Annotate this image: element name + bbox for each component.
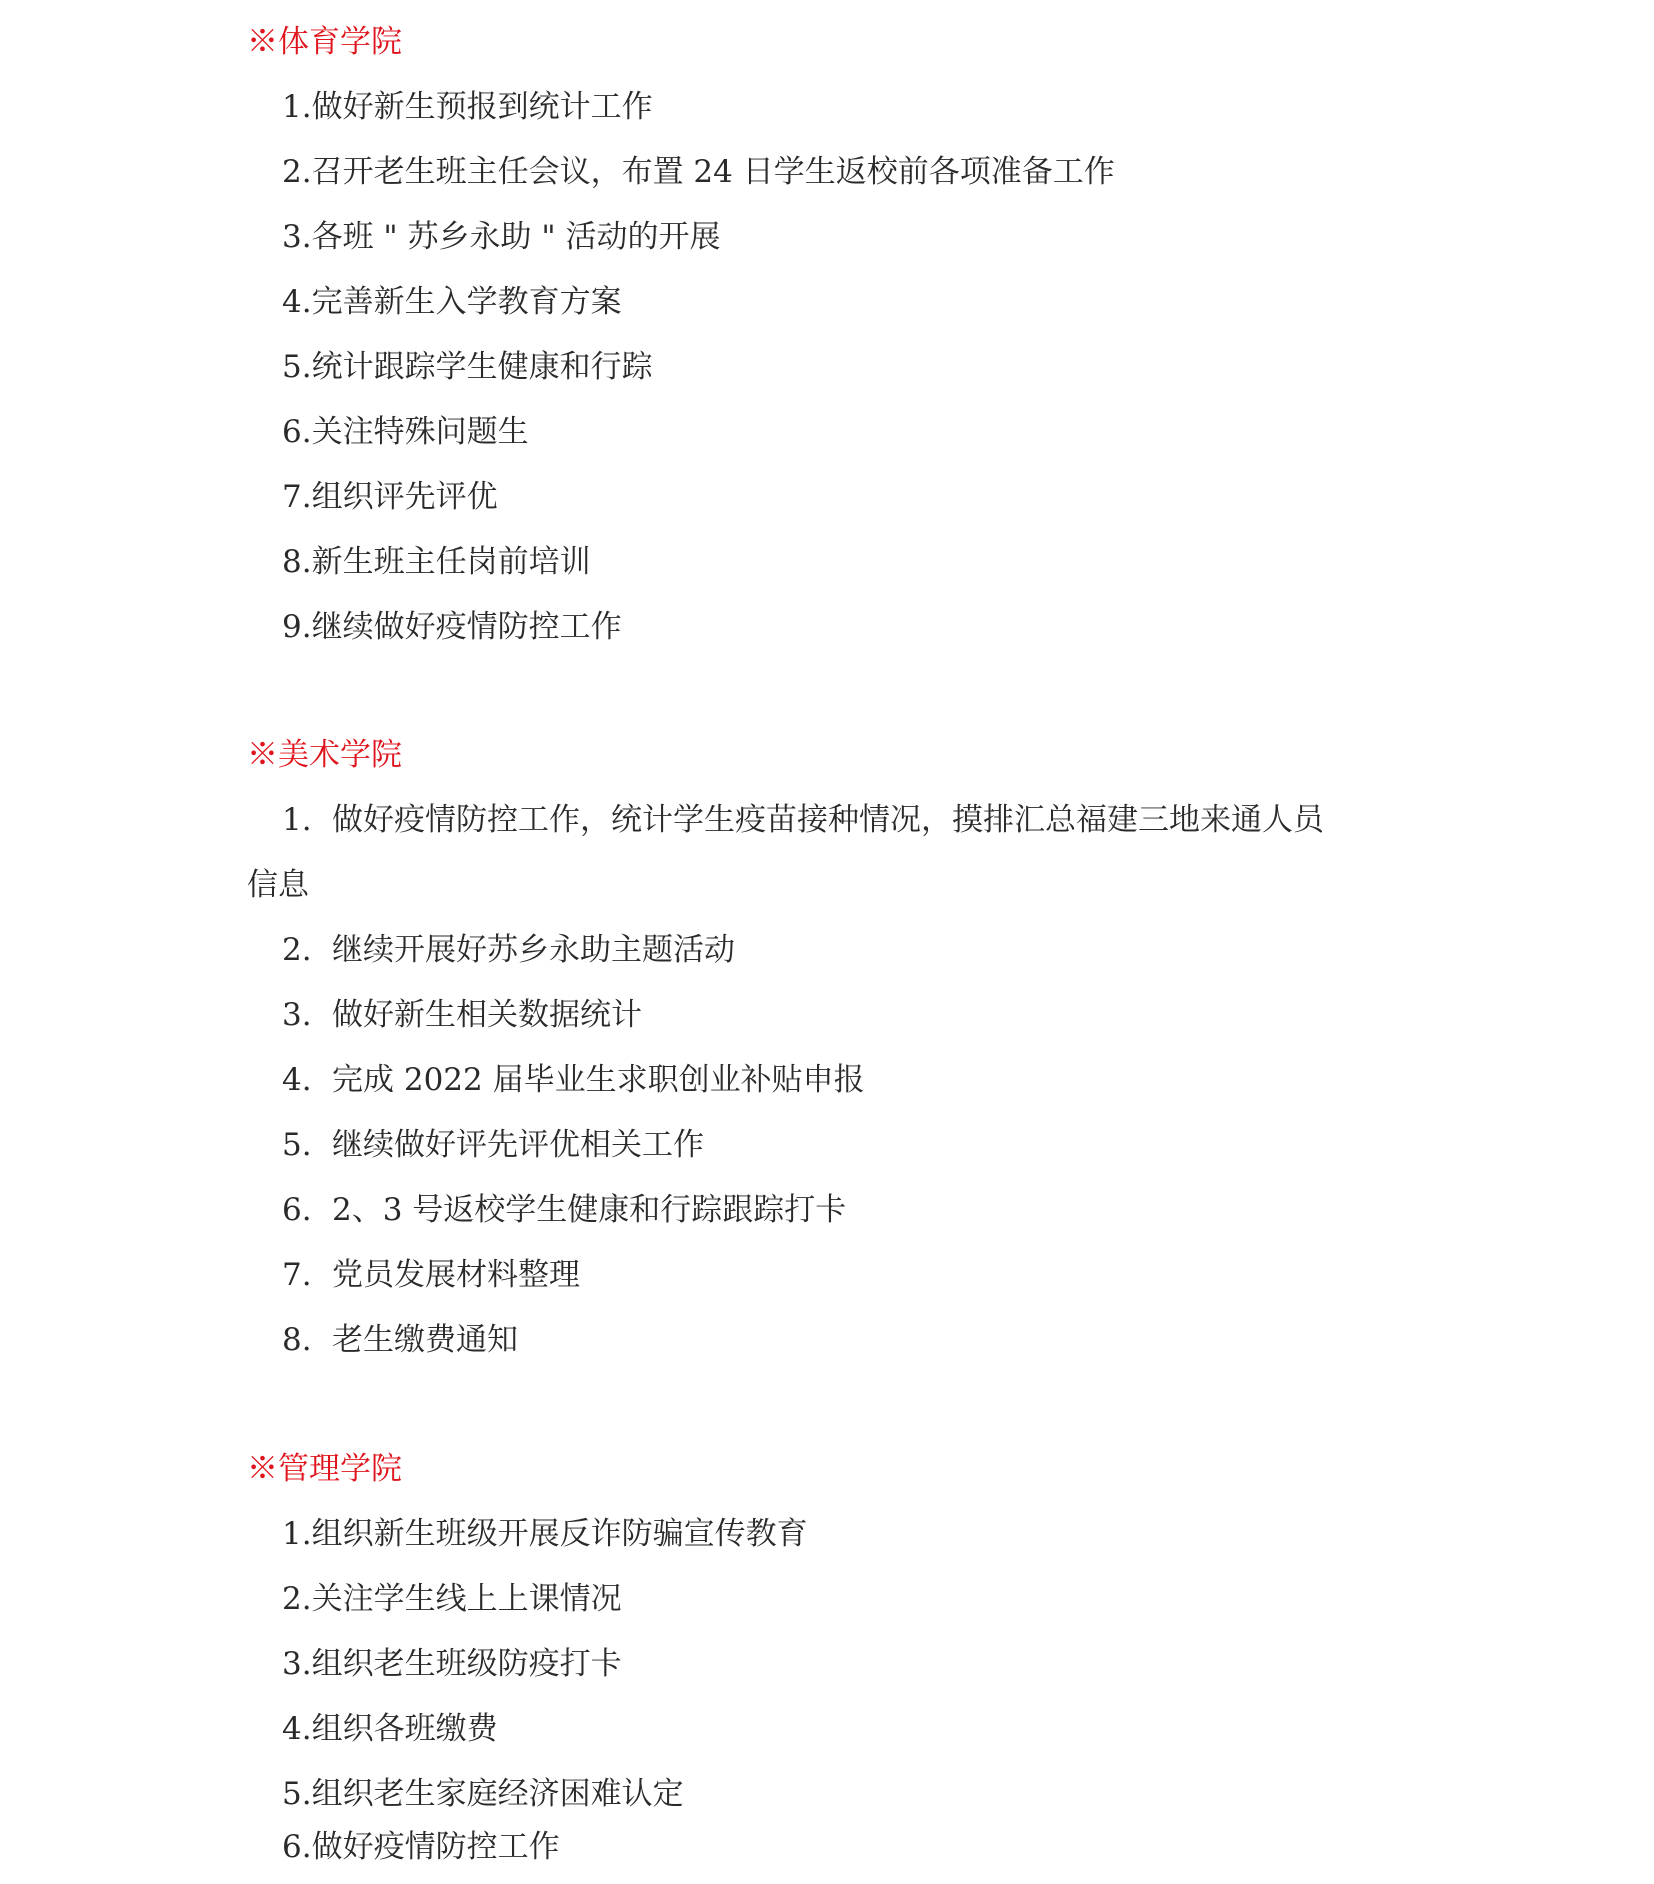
- item-text: 组织评先评优: [311, 479, 498, 515]
- item-text: 老生缴费通知: [332, 1322, 518, 1358]
- list-item: [282, 477, 498, 517]
- list-item: [282, 800, 1324, 840]
- item-number: 6.: [282, 414, 312, 450]
- item-text: 关注特殊问题生: [311, 414, 529, 450]
- list-item: [282, 1514, 808, 1554]
- item-text: 组织新生班级开展反诈防骗宣传教育: [311, 1516, 808, 1552]
- list-item-continuation: 信息: [247, 867, 309, 903]
- item-text: 做好新生预报到统计工作: [311, 89, 653, 125]
- list-item: [282, 87, 653, 127]
- list-item: [282, 607, 622, 647]
- list-item: [282, 152, 1115, 192]
- item-text: 各班 " 苏乡永助 " 活动的开展: [311, 219, 721, 255]
- list-item: [282, 1644, 622, 1684]
- item-text: 组织老生班级防疫打卡: [311, 1646, 622, 1682]
- item-number: 2.: [282, 932, 312, 968]
- item-number: 6.: [282, 1192, 312, 1228]
- list-item: [282, 1709, 498, 1749]
- list-item: [282, 542, 591, 582]
- item-number: 4.: [282, 284, 312, 320]
- item-number: 6.: [282, 1829, 312, 1865]
- list-item: [282, 1125, 704, 1165]
- item-number: 2.: [282, 154, 312, 190]
- item-number: 8.: [282, 544, 312, 580]
- item-text: 做好新生相关数据统计: [332, 997, 642, 1033]
- item-text: 组织各班缴费: [311, 1711, 498, 1747]
- item-number: 1.: [282, 802, 312, 838]
- list-item: [282, 1255, 580, 1295]
- list-item: [282, 930, 735, 970]
- list-item: [282, 217, 721, 257]
- item-text: 党员发展材料整理: [332, 1257, 580, 1293]
- section-heading-fine-arts: ※美术学院: [247, 737, 402, 773]
- item-number: 5.: [282, 349, 312, 385]
- item-text: 组织老生家庭经济困难认定: [311, 1776, 684, 1812]
- item-number: 3.: [282, 997, 312, 1033]
- list-item: [282, 282, 622, 322]
- item-number: 3.: [282, 219, 312, 255]
- item-text: 继续开展好苏乡永助主题活动: [332, 932, 735, 968]
- list-item: [282, 1827, 560, 1867]
- item-number: 4.: [282, 1062, 312, 1098]
- item-number: 5.: [282, 1776, 312, 1812]
- item-text: 2、3 号返校学生健康和行踪跟踪打卡: [332, 1192, 847, 1228]
- item-text: 做好疫情防控工作: [311, 1829, 560, 1865]
- item-number: 1.: [282, 89, 312, 125]
- item-number: 2.: [282, 1581, 312, 1617]
- item-number: 5.: [282, 1127, 312, 1163]
- item-text: 关注学生线上上课情况: [311, 1581, 622, 1617]
- list-item: [282, 347, 653, 387]
- item-text: 完善新生入学教育方案: [311, 284, 622, 320]
- list-item: [282, 1190, 846, 1230]
- list-item: [282, 995, 642, 1035]
- item-number: 3.: [282, 1646, 312, 1682]
- section-heading-sports: ※体育学院: [247, 24, 402, 60]
- list-item: [282, 1060, 865, 1100]
- item-number: 1.: [282, 1516, 312, 1552]
- item-text: 统计跟踪学生健康和行踪: [311, 349, 653, 385]
- item-text: 完成 2022 届毕业生求职创业补贴申报: [332, 1062, 865, 1098]
- item-text: 召开老生班主任会议，布置 24 日学生返校前各项准备工作: [311, 154, 1115, 190]
- list-item: [282, 1320, 518, 1360]
- item-number: 8.: [282, 1322, 312, 1358]
- item-text: 做好疫情防控工作，统计学生疫苗接种情况，摸排汇总福建三地来通人员: [332, 802, 1324, 838]
- item-text: 继续做好评先评优相关工作: [332, 1127, 704, 1163]
- item-number: 7.: [282, 1257, 312, 1293]
- item-number: 7.: [282, 479, 312, 515]
- item-number: 4.: [282, 1711, 312, 1747]
- list-item: [282, 1774, 684, 1814]
- section-heading-management: ※管理学院: [247, 1451, 402, 1487]
- list-item: [282, 412, 529, 452]
- item-text: 继续做好疫情防控工作: [311, 609, 622, 645]
- item-number: 9.: [282, 609, 312, 645]
- list-item: [282, 1579, 622, 1619]
- item-text: 新生班主任岗前培训: [311, 544, 591, 580]
